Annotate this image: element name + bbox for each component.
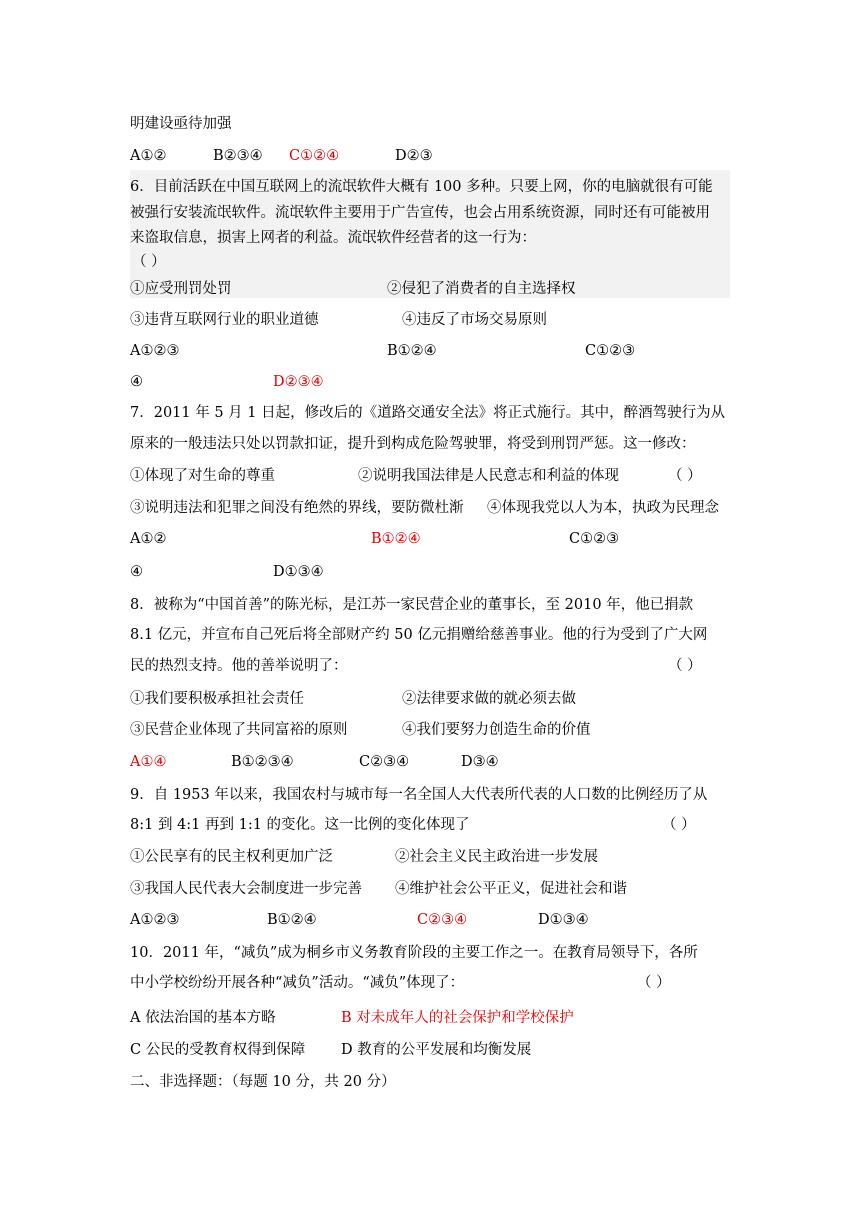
option-c: C②③④ [359, 754, 410, 770]
answer-option: A①④ [130, 754, 167, 770]
option-a: A①② [130, 148, 167, 164]
option-d: D②③ [395, 148, 433, 164]
option-c-cont: ④ [130, 374, 143, 390]
answer-blank: （ ） [668, 658, 702, 674]
question-10-text: 10．2011 年，“减负”成为桐乡市义务教育阶段的主要工作之一。在教育局领导下，各所 [130, 945, 698, 961]
statement: ②法律要求做的就必须去做 [402, 691, 576, 707]
answer-blank: （ ） [132, 254, 166, 270]
statement: ②侵犯了消费者的自主选择权 [387, 281, 576, 297]
option-c-cont: ④ [130, 564, 143, 580]
option-c: C①②③ [569, 531, 620, 547]
question-10-text: 中小学校纷纷开展各种“减负”活动。“减负”体现了： [130, 975, 465, 991]
option-a: A①②③ [130, 912, 180, 928]
option-d: D①③④ [538, 912, 589, 928]
option-a: A 依法治国的基本方略 [130, 1010, 276, 1026]
question-9-text: 9．自 1953 年以来，我国农村与城市每一名全国人大代表所代表的人口数的比例经历了从 [130, 787, 708, 803]
statement: ②社会主义民主政治进一步发展 [395, 849, 598, 865]
question-9-text: 8:1 到 4:1 再到 1:1 的变化。这一比例的变化体现了 [130, 817, 470, 833]
question-8-text: 8．被称为“中国首善”的陈光标，是江苏一家民营企业的董事长，至 2010 年，他已捐款 [130, 597, 694, 613]
answer-option: B 对未成年人的社会保护和学校保护 [341, 1010, 574, 1026]
option-d: D①③④ [273, 564, 324, 580]
option-c: C①②③ [585, 343, 636, 359]
question-8-text: 民的热烈支持。他的善举说明了： [130, 658, 348, 674]
question-7-text: 原来的一般违法只处以罚款扣证，提升到构成危险驾驶罪，将受到刑罚严惩。这一修改： [130, 436, 696, 452]
option-b: B②③④ [213, 148, 263, 164]
statement: ③说明违法和犯罪之间没有绝然的界线，要防微杜渐 [130, 500, 464, 516]
answer-option: D②③④ [273, 374, 324, 390]
statement: ③我国人民代表大会制度进一步完善 [130, 881, 362, 897]
answer-option: B①②④ [371, 531, 421, 547]
answer-blank: （ ） [637, 975, 671, 991]
question-6-text: 6．目前活跃在中国互联网上的流氓软件大概有 100 多种。只要上网，你的电脑就很有可能 [130, 179, 713, 195]
question-7-text: 7．2011 年 5 月 1 日起，修改后的《道路交通安全法》将正式施行。其中，醉酒驾驶行为从 [130, 405, 726, 421]
option-a: A①② [130, 531, 167, 547]
question-8-text: 8.1 亿元，并宣布自己死后将全部财产约 50 亿元捐赠给慈善事业。他的行为受到了广大网 [130, 627, 708, 643]
answer-blank: （ ） [662, 817, 696, 833]
option-d: D③④ [461, 754, 499, 770]
option-c: C 公民的受教育权得到保障 [130, 1042, 306, 1058]
statement: ④我们要努力创造生命的价值 [402, 722, 591, 738]
section-heading: 二、非选择题：（每题 10 分，共 20 分） [130, 1074, 396, 1090]
option-b: B①②④ [267, 912, 317, 928]
answer-option: C②③④ [417, 912, 468, 928]
question-6-text: 被强行安装流氓软件。流氓软件主要用于广告宣传，也会占用系统资源，同时还有可能被用 [130, 205, 710, 221]
answer-blank: （ ） [668, 468, 702, 484]
statement: ①我们要积极承担社会责任 [130, 691, 304, 707]
text-line: 明建设亟待加强 [130, 116, 232, 132]
statement: ④违反了市场交易原则 [402, 312, 547, 328]
statement: ①应受刑罚处罚 [130, 281, 232, 297]
statement: ③违背互联网行业的职业道德 [130, 312, 319, 328]
option-b: B①②③④ [231, 754, 294, 770]
question-6-text: 来盗取信息，损害上网者的利益。流氓软件经营者的这一行为： [130, 230, 536, 246]
option-a: A①②③ [130, 343, 180, 359]
option-b: B①②④ [387, 343, 437, 359]
statement: ①体现了对生命的尊重 [130, 468, 275, 484]
statement: ②说明我国法律是人民意志和利益的体现 [358, 468, 619, 484]
option-d: D 教育的公平发展和均衡发展 [341, 1042, 532, 1058]
statement: ④体现我党以人为本，执政为民理念 [487, 500, 719, 516]
statement: ①公民享有的民主权利更加广泛 [130, 849, 333, 865]
answer-option: C①②④ [289, 148, 340, 164]
statement: ③民营企业体现了共同富裕的原则 [130, 722, 348, 738]
statement: ④维护社会公平正义，促进社会和谐 [395, 881, 627, 897]
